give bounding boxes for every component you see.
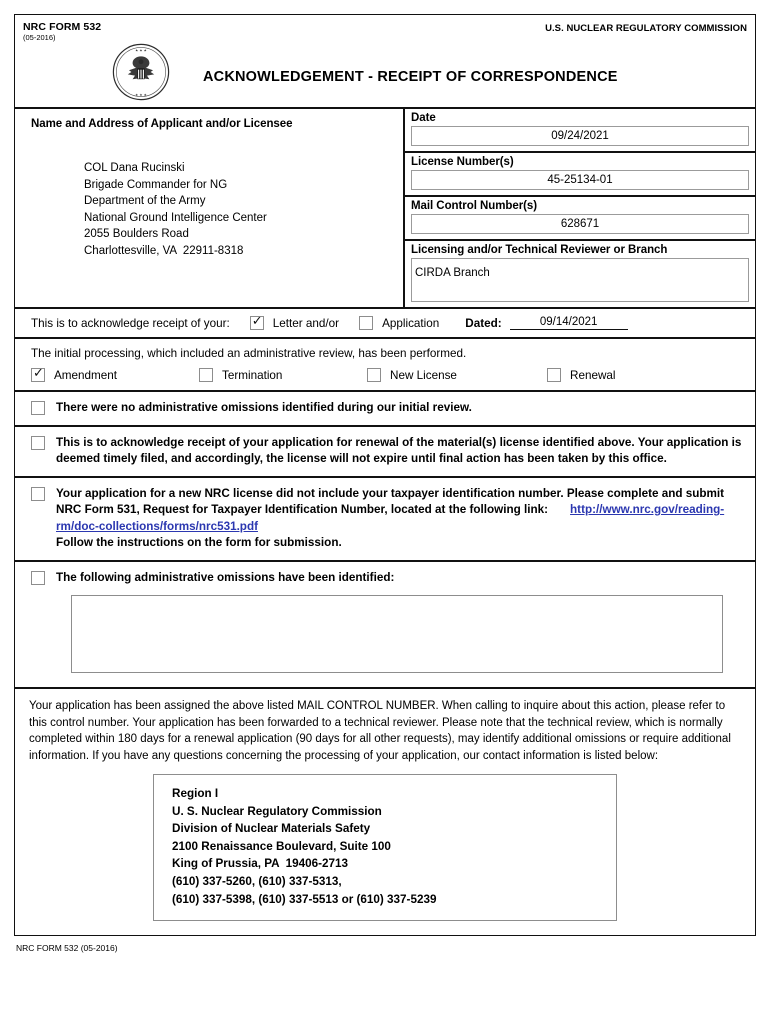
applicant-and-fields-section <box>15 109 755 309</box>
date-input[interactable]: 09/24/2021 <box>411 126 749 146</box>
omissions-textarea[interactable] <box>71 595 723 673</box>
new-license-label: New License <box>390 368 457 382</box>
dated-input[interactable]: 09/14/2021 <box>510 316 628 330</box>
omissions-identified-checkbox[interactable] <box>31 571 45 585</box>
address-line: COL Dana Rucinski <box>84 162 185 174</box>
address-line: 2055 Boulders Road <box>84 228 189 241</box>
option-termination[interactable] <box>199 368 367 382</box>
form-revision-date: (05-2016) <box>23 33 56 43</box>
applicant-address <box>84 160 393 260</box>
license-label: License Number(s) <box>411 156 514 168</box>
applicant-block <box>15 109 405 307</box>
option-renewal[interactable] <box>547 368 615 382</box>
renewal-statement-row <box>15 427 755 478</box>
no-omissions-statement <box>31 400 745 417</box>
contact-line: (610) 337-5398, (610) 337-5513 or (610) 337-5239 <box>172 892 437 906</box>
page-footer: NRC FORM 532 (05-2016) <box>16 943 118 954</box>
contact-line: Region I <box>172 787 219 800</box>
contact-information <box>153 774 617 921</box>
amendment-checkbox[interactable] <box>31 368 45 382</box>
license-input[interactable]: 45-25134-01 <box>411 170 749 190</box>
application-label: Application <box>382 316 440 330</box>
termination-label: Termination <box>222 368 283 382</box>
renewal-statement <box>31 435 745 468</box>
mail-control-input[interactable]: 628671 <box>411 214 749 234</box>
reviewer-label: Licensing and/or Technical Reviewer or Branch <box>411 244 668 256</box>
address-line: Charlottesville, VA 22911-8318 <box>84 244 244 257</box>
reviewer-field-block <box>405 241 755 307</box>
address-line: Brigade Commander for NG <box>84 178 228 191</box>
notice-paragraph: Your application has been assigned the above listed MAIL CONTROL NUMBER. When calling to inquire about this action, please refer to this control number. Your application has been forwarded to a technical reviewer. Please note that the technical review, which is normally completed within 180 days for a renewal application (90 days for all other requests), may identify additional omissions or require additional information. If you have any questions concerning the processing of your application, our contact information is listed below: <box>29 700 731 762</box>
page-title: ACKNOWLEDGEMENT - RECEIPT OF CORRESPONDENCE <box>203 69 618 85</box>
amendment-label: Amendment <box>54 368 118 382</box>
contact-line: 2100 Renaissance Boulevard, Suite 100 <box>172 839 391 853</box>
taxpayer-followup-text: Follow the instructions on the form for submission. <box>56 536 342 549</box>
option-new-license[interactable] <box>367 368 547 382</box>
initial-processing-row <box>15 339 755 392</box>
mail-control-label: Mail Control Number(s) <box>411 200 538 212</box>
address-line: National Ground Intelligence Center <box>84 211 267 224</box>
taxpayer-statement-checkbox[interactable] <box>31 487 45 501</box>
mail-control-field-block <box>405 197 755 241</box>
renewal-statement-checkbox[interactable] <box>31 436 45 450</box>
license-field-block <box>405 153 755 197</box>
taxpayer-statement-text: Your application for a new NRC license did not include your taxpayer identification number. Please complete and submit NRC Form 531, Request for Taxpayer Identification Number, located at the following link: <box>56 486 725 516</box>
nrc531-form-link[interactable]: http://www.nrc.gov/reading-rm/doc-collections/forms/nrc531.pdf <box>56 503 725 533</box>
acknowledge-lead-text: This is to acknowledge receipt of your: <box>31 316 230 330</box>
application-checkbox[interactable] <box>359 316 373 330</box>
letter-label: Letter and/or <box>272 316 340 330</box>
dated-label: Dated: <box>465 316 502 330</box>
no-omissions-text: There were no administrative omissions identified during our initial review. <box>56 401 472 414</box>
omissions-identified-row <box>15 562 755 690</box>
reviewer-input[interactable]: CIRDA Branch <box>411 258 749 302</box>
address-line: Department of the Army <box>84 195 206 208</box>
svg-text:★ ★ ★: ★ ★ ★ <box>135 93 147 97</box>
renewal-checkbox[interactable] <box>547 368 561 382</box>
no-omissions-checkbox[interactable] <box>31 401 45 415</box>
letter-checkbox[interactable] <box>250 316 264 330</box>
omissions-identified-text: The following administrative omissions have been identified: <box>56 570 395 584</box>
notice-section <box>15 689 755 921</box>
new-license-checkbox[interactable] <box>367 368 381 382</box>
contact-line: U. S. Nuclear Regulatory Commission <box>172 804 382 818</box>
svg-text:★ ★ ★: ★ ★ ★ <box>135 48 147 53</box>
form-number: NRC FORM 532 <box>23 21 102 33</box>
taxpayer-statement <box>31 486 745 552</box>
processing-statement: The initial processing, which included an administrative review, has been performed. <box>31 347 467 360</box>
contact-line: Division of Nuclear Materials Safety <box>172 822 371 836</box>
processing-options <box>31 368 745 382</box>
nrc-form-532 <box>14 14 756 936</box>
date-field-block <box>405 109 755 153</box>
acknowledge-receipt-row <box>15 309 755 339</box>
taxpayer-statement-row <box>15 478 755 562</box>
renewal-statement-text: This is to acknowledge receipt of your application for renewal of the material(s) license identified above. Your application is deemed timely filed, and accordingly, the license will not expire until final action has been taken by this office. <box>56 435 742 465</box>
date-label: Date <box>411 112 436 124</box>
contact-line: (610) 337-5260, (610) 337-5313, <box>172 874 342 888</box>
form-identifier <box>23 22 101 42</box>
omissions-identified-statement <box>31 570 745 587</box>
applicant-section-label: Name and Address of Applicant and/or Licensee <box>31 118 293 130</box>
form-fields-column <box>405 109 755 307</box>
option-amendment[interactable] <box>31 368 199 382</box>
no-omissions-row <box>15 392 755 427</box>
termination-checkbox[interactable] <box>199 368 213 382</box>
renewal-label: Renewal <box>570 368 616 382</box>
taxpayer-statement-body <box>56 486 745 552</box>
nrc-seal-icon <box>111 42 171 102</box>
agency-name: U.S. NUCLEAR REGULATORY COMMISSION <box>545 23 747 34</box>
contact-line: King of Prussia, PA 19406-2713 <box>172 857 349 871</box>
form-header <box>15 15 755 109</box>
